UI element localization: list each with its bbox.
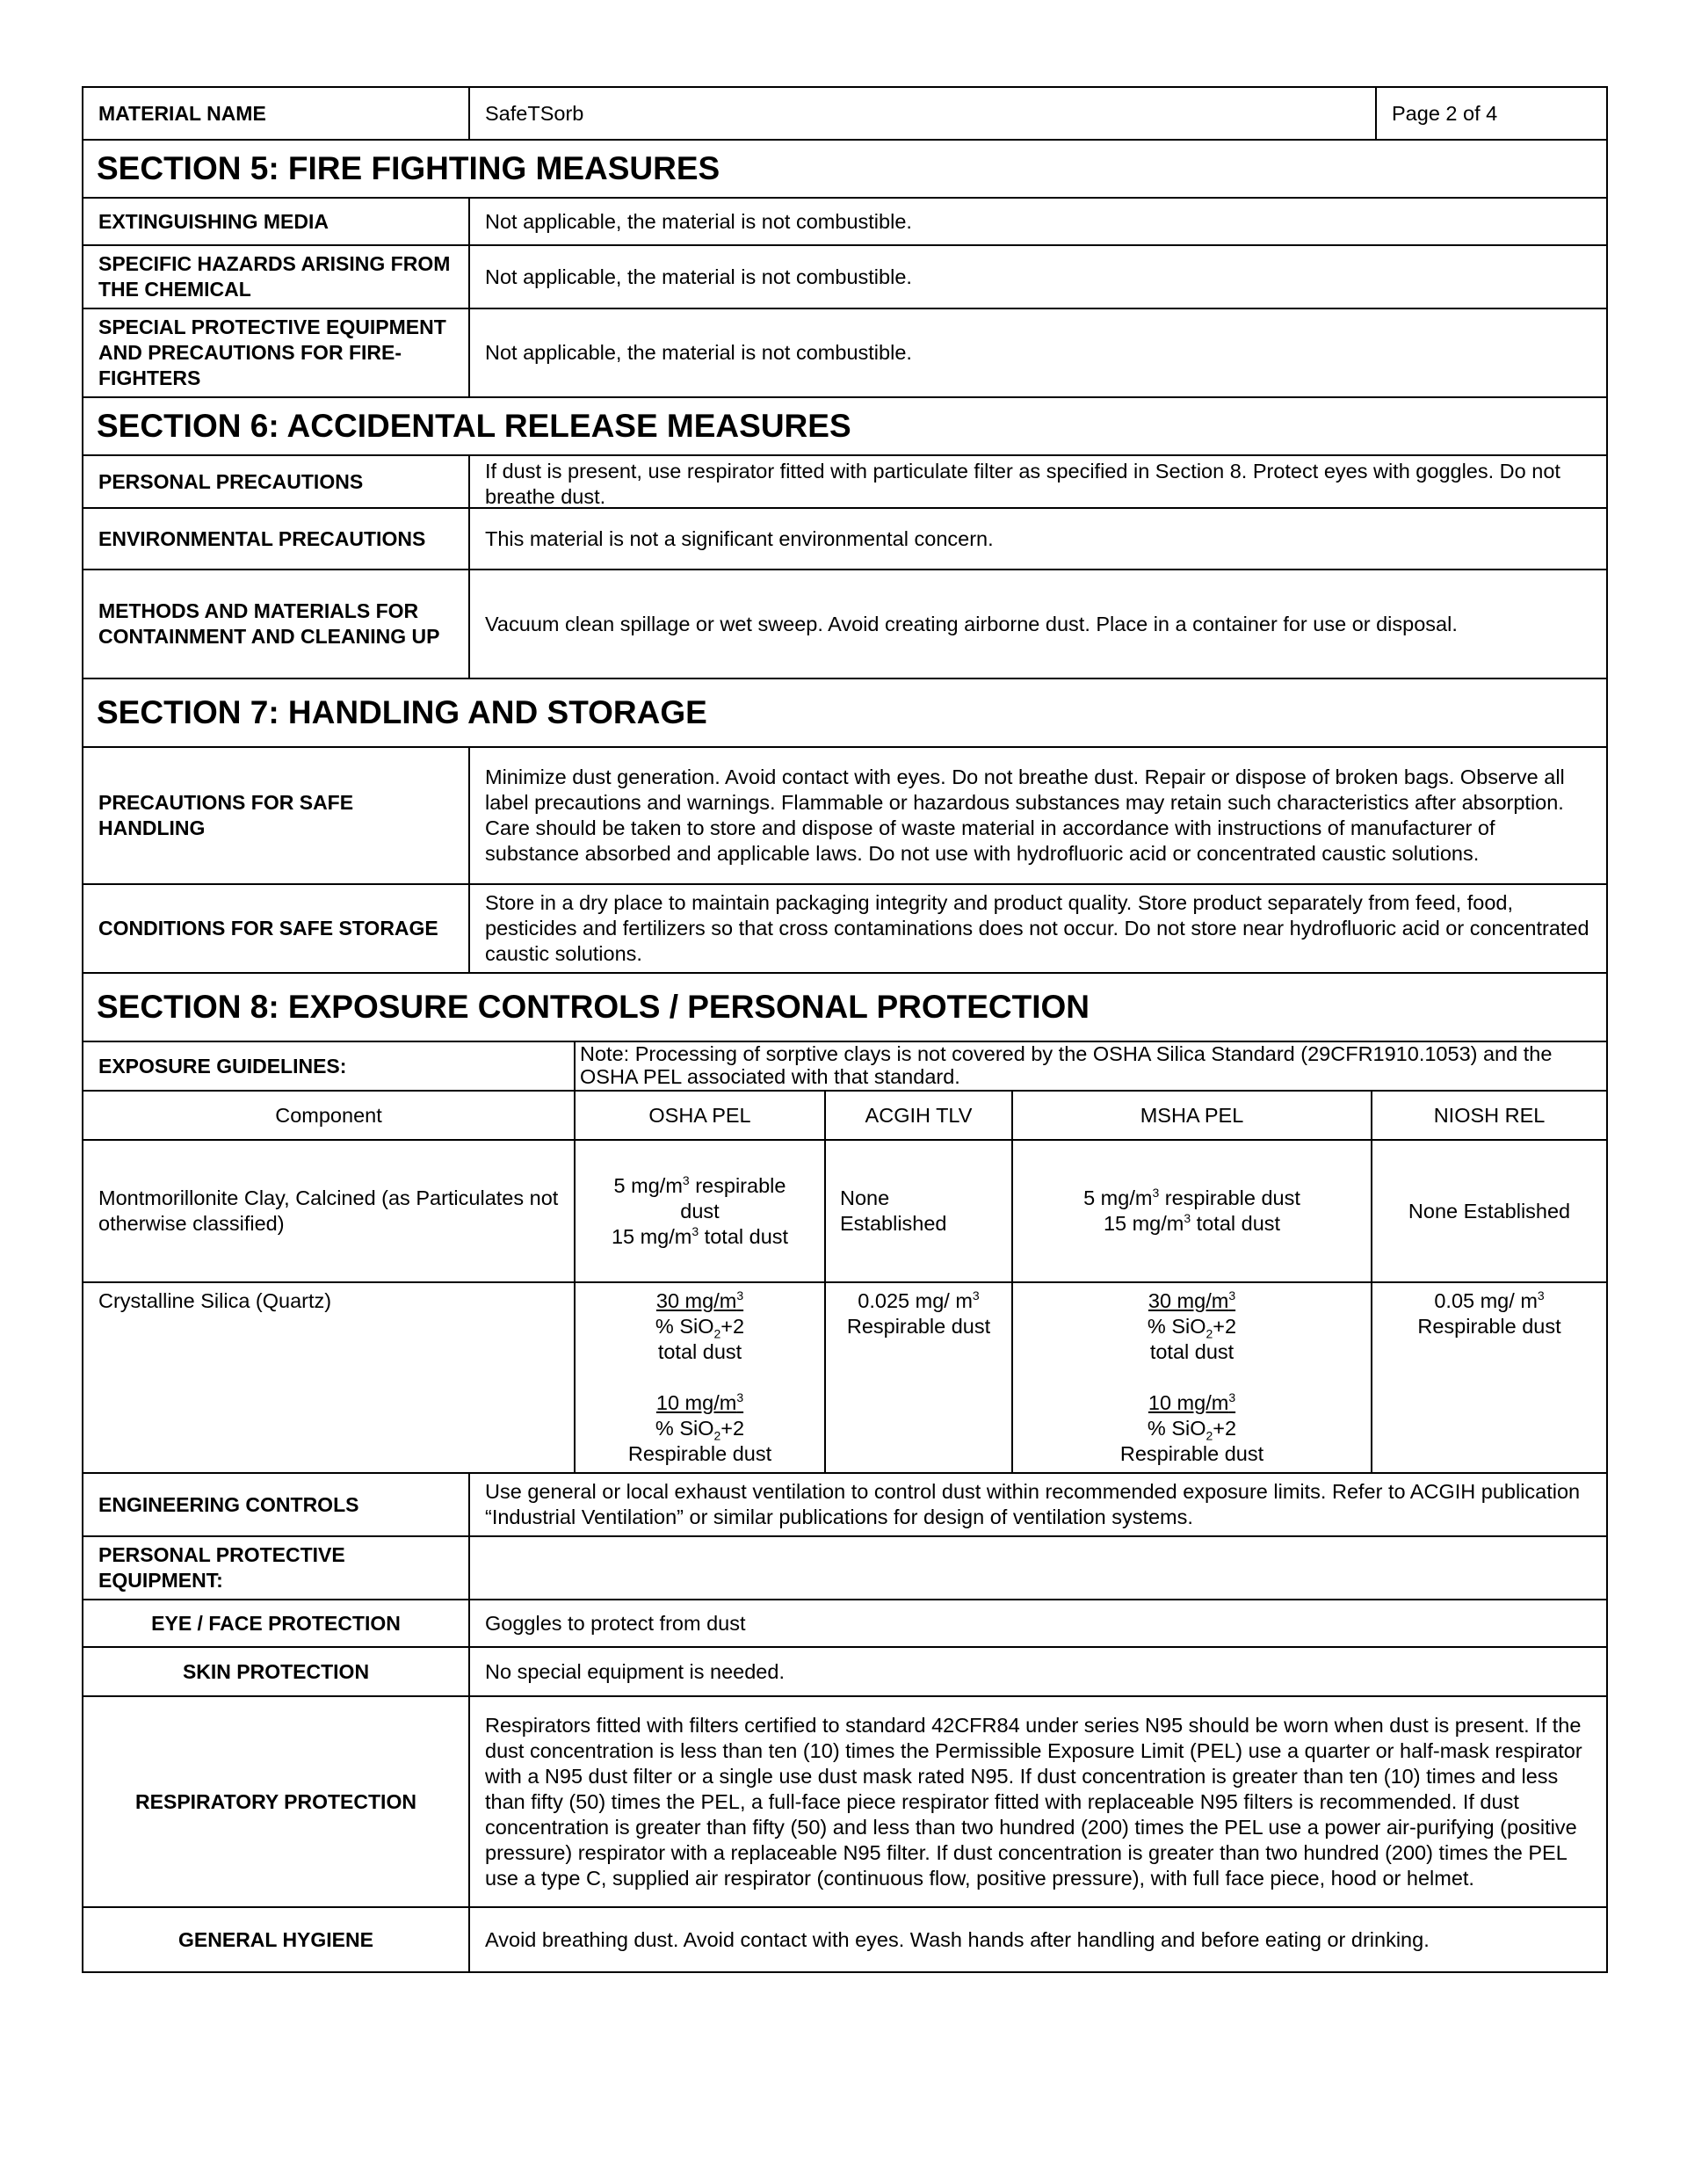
col-component: Component [83,1091,575,1140]
containment-methods-label: METHODS AND MATERIALS FOR CONTAINMENT AND CLEANING UP [83,570,469,678]
exposure-guidelines-note: Note: Processing of sorptive clays is not covered by the OSHA Silica Standard (29CFR1910.1053) and the OSHA PEL associated with that standard. [575,1041,1607,1091]
safe-storage-value: Store in a dry place to maintain packaging integrity and product quality. Store product separately from feed, food, pesticides and fertilizers so that cross contaminations does not occur. Do not store near hydrofluoric acid or concentrated caustic solutions. [469,884,1607,973]
col-msha-pel: MSHA PEL [1012,1091,1372,1140]
safe-handling-value: Minimize dust generation. Avoid contact with eyes. Do not breathe dust. Repair or dispose of broken bags. Observe all label precautions and warnings. Flammable or hazardous substances may retain such characteristics after absorption. Care should be taken to store and dispose of waste material in accordance with instructions of manufacturer of substance absorbed and applicable laws. Do not use with hydrofluoric acid or concentrated caustic solutions. [469,747,1607,884]
col-niosh-rel: NIOSH REL [1372,1091,1607,1140]
section-6-title: SECTION 6: ACCIDENTAL RELEASE MEASURES [83,397,1607,455]
engineering-controls-value: Use general or local exhaust ventilation to control dust within recommended exposure limits. Refer to ACGIH publication “Industrial Ventilation” or similar publications for design of ventilation systems. [469,1473,1607,1536]
extinguishing-media-value: Not applicable, the material is not combustible. [469,198,1607,245]
clay-osha-pel: 5 $mg/m^3$ respirable dust 15 $mg/m^3$ total dust [575,1140,825,1282]
general-hygiene-label: GENERAL HYGIENE [83,1907,469,1972]
safe-handling-label: PRECAUTIONS FOR SAFE HANDLING [83,747,469,884]
silica-osha-pel: 30 $mg/m^3$ % SiO$_2$+2 total dust 10 $mg/m^3$ % SiO$_2$+2 Respirable dust [575,1282,825,1473]
silica-niosh-rel: 0.05 mg/ $m^3$ Respirable dust [1372,1282,1607,1473]
engineering-controls-label: ENGINEERING CONTROLS [83,1473,469,1536]
personal-precautions-label: PERSONAL PRECAUTIONS [83,455,469,508]
special-equipment-value: Not applicable, the material is not combustible. [469,308,1607,397]
col-acgih-tlv: ACGIH TLV [825,1091,1012,1140]
specific-hazards-value: Not applicable, the material is not combustible. [469,245,1607,308]
respiratory-protection-label: RESPIRATORY PROTECTION [83,1696,469,1907]
silica-acgih-tlv: 0.025 mg/ $m^3$ Respirable dust [825,1282,1012,1473]
general-hygiene-value: Avoid breathing dust. Avoid contact with eyes. Wash hands after handling and before eating or drinking. [469,1907,1607,1972]
material-name-label: MATERIAL NAME [83,87,469,140]
silica-component: Crystalline Silica (Quartz) [83,1282,575,1473]
exposure-table [82,1041,1608,1474]
page-number: Page 2 of 4 [1376,87,1607,140]
special-equipment-label: SPECIAL PROTECTIVE EQUIPMENT AND PRECAUTIONS FOR FIRE-FIGHTERS [83,308,469,397]
ppe-label: PERSONAL PROTECTIVE EQUIPMENT: [83,1536,469,1600]
material-name-value: SafeTSorb [469,87,1376,140]
exposure-guidelines-label: EXPOSURE GUIDELINES: [83,1041,575,1091]
sections-table [82,139,1608,1042]
sds-page [82,86,1606,1973]
eye-face-protection-value: Goggles to protect from dust [469,1600,1607,1647]
silica-row [83,1282,1607,1473]
containment-methods-value: Vacuum clean spillage or wet sweep. Avoid creating airborne dust. Place in a container for use or disposal. [469,570,1607,678]
section-5-title: SECTION 5: FIRE FIGHTING MEASURES [83,140,1607,198]
personal-precautions-value: If dust is present, use respirator fitted with particulate filter as specified in Section 8. Protect eyes with goggles. Do not breathe dust. [469,455,1607,508]
silica-msha-pel: 30 $mg/m^3$ % SiO$_2$+2 total dust 10 $mg/m^3$ % SiO$_2$+2 Respirable dust [1012,1282,1372,1473]
section-8-title: SECTION 8: EXPOSURE CONTROLS / PERSONAL PROTECTION [83,973,1607,1041]
extinguishing-media-label: EXTINGUISHING MEDIA [83,198,469,245]
clay-component: Montmorillonite Clay, Calcined (as Particulates not otherwise classified) [83,1140,575,1282]
clay-acgih-tlv: None Established [825,1140,1012,1282]
clay-niosh-rel: None Established [1372,1140,1607,1282]
respiratory-protection-value: Respirators fitted with filters certified to standard 42CFR84 under series N95 should be worn when dust is present. If the dust concentration is less than ten (10) times the Permissible Exposure Limit (PEL) use a quarter or half-mask respirator with a N95 dust filter or a single use dust mask rated N95. If dust concentration is greater than ten (10) times and less than fifty (50) times the PEL, a full-face piece respirator fitted with replaceable N95 filters is recommended. If dust concentration is greater than fifty (50) and less than two hundred (200) times the PEL use a power air-purifying (positive pressure) respirator with a replaceable N95 filter. If dust concentration is greater than two hundred (200) times the PEL use a type C, supplied air respirator (continuous flow, positive pressure), with full face piece, hood or helmet. [469,1696,1607,1907]
environmental-precautions-value: This material is not a significant environmental concern. [469,508,1607,570]
clay-msha-pel: 5 $mg/m^3$ respirable dust 15 $mg/m^3$ total dust [1012,1140,1372,1282]
col-osha-pel: OSHA PEL [575,1091,825,1140]
skin-protection-label: SKIN PROTECTION [83,1647,469,1696]
safe-storage-label: CONDITIONS FOR SAFE STORAGE [83,884,469,973]
specific-hazards-label: SPECIFIC HAZARDS ARISING FROM THE CHEMICAL [83,245,469,308]
clay-row [83,1140,1607,1282]
header-table [82,86,1608,141]
eye-face-protection-label: EYE / FACE PROTECTION [83,1600,469,1647]
ppe-value [469,1536,1607,1600]
skin-protection-value: No special equipment is needed. [469,1647,1607,1696]
controls-table [82,1472,1608,1973]
section-7-title: SECTION 7: HANDLING AND STORAGE [83,678,1607,747]
environmental-precautions-label: ENVIRONMENTAL PRECAUTIONS [83,508,469,570]
